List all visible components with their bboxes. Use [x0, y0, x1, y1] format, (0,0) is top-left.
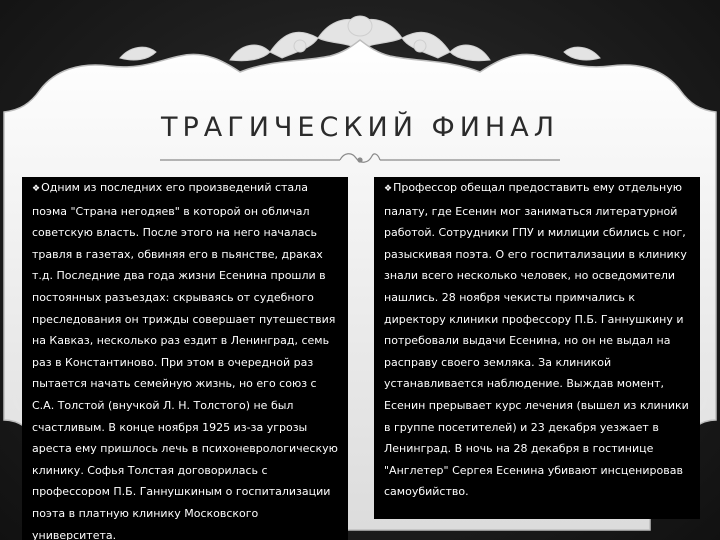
slide-title: ТРАГИЧЕСКИЙ ФИНАЛ: [161, 112, 559, 143]
diamond-bullet-icon: ❖: [384, 184, 393, 194]
right-body-text: Профессор обещал предоставить ему отдельную палату, где Есенин мог заниматься литературной работой. Сотрудники ГПУ и милиции сбились с ног, разыскивая поэта. О его госпитализации в клинику знали всего несколько человек, но осведомители нашлись. 28 ноября чекисты примчались к директору клиники профессору П.Б. Ганнушкину и потребовали выдачи Есенина, но он не выдал на расправу своего земляка. За клиникой устанавливается наблюдение. Выждав момент, Есенин прерывает курс лечения (вышел из клиники в группе посетителей) и 23 декабря уезжает в Ленинград. В ночь на 28 декабря в гостинице "Англетер" Сергея Есенина убивают инсценировав самоубийство.: [384, 181, 689, 499]
left-text-box: [22, 177, 348, 540]
left-body-text: Одним из последних его произведений стала поэма "Страна негодяев" в которой он обличал советскую власть. После этого на него началась травля в газетах, обвиняя его в пьянстве, драках т.д. Последние два года жизни Есенина прошли в постоянных разъездах: скрываясь от судебного преследования он трижды совершает путешествия на Кавказ, несколько раз ездит в Ленинград, семь раз в Константиново. При этом в очередной раз пытается начать семейную жизнь, но его союз с С.А. Толстой (внучкой Л. Н. Толстого) не был счастливым. В конце ноября 1925 из-за угрозы ареста ему пришлось лечь в психоневрологическую клинику. Софья Толстая договорилась с профессором П.Б. Ганнушкиным о госпитализации поэта в платную клинику Московского университета.: [32, 181, 338, 540]
diamond-bullet-icon: ❖: [32, 184, 41, 194]
right-text-box: [374, 177, 700, 519]
